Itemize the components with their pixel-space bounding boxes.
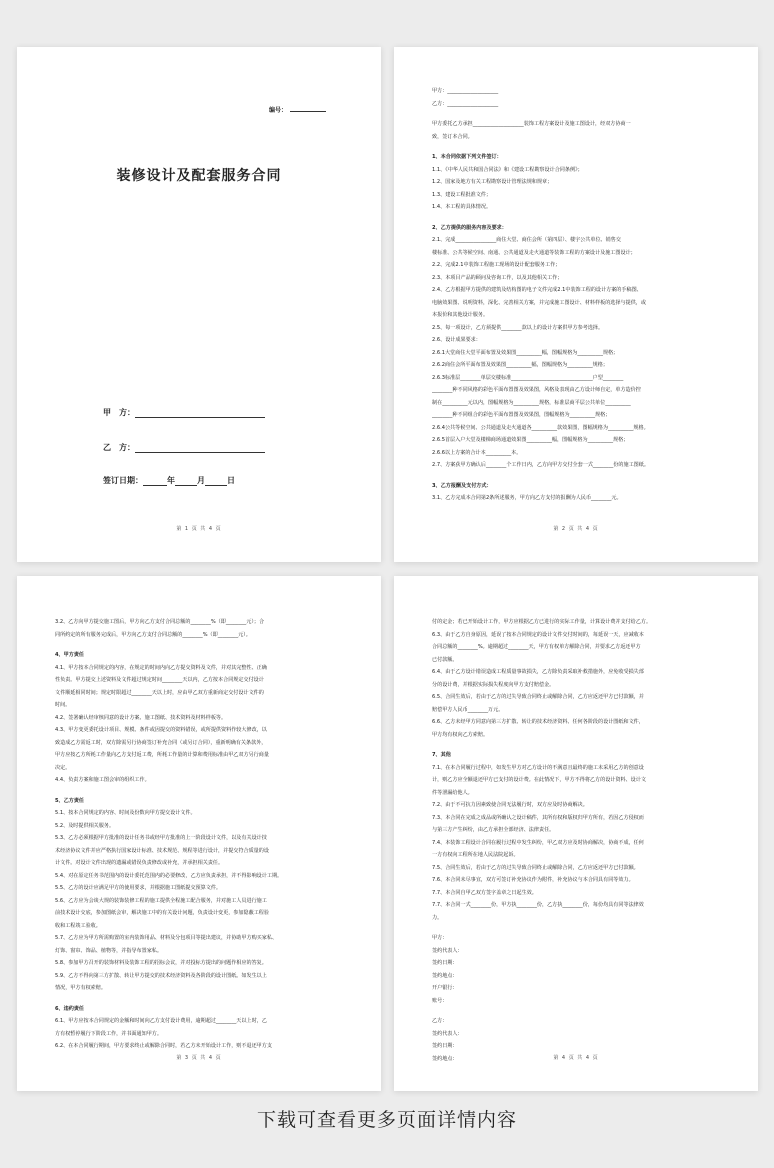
text-line: 6.5、合同生效后，若由于乙方的过失导致合同终止或解除合同，乙方应返还甲方已付款额，并 xyxy=(432,694,644,700)
text-line: 2.7、方案获甲方确认后________个工作日内，乙方向甲方交付全套一式________份的施工图纸。 xyxy=(432,462,649,468)
sign-date-label: 签订日期： xyxy=(103,476,143,485)
text-line: 6.4、由于乙方设计错误造成工程质量事故损失，乙方除负责采取补救措施外，应免收受损失部 xyxy=(432,669,644,675)
section-heading: 1、本合同依据下列文件签订： xyxy=(432,154,502,160)
contract-number-blank xyxy=(290,111,326,112)
page-footer: 第 4 页 共 4 页 xyxy=(553,1055,599,1061)
section-heading: 4、甲方责任 xyxy=(55,652,85,658)
text-line: 7.4、本装饰工程设计合同在履行过程中发生纠纷，甲乙双方应及时协商解决，协商不成，任何 xyxy=(432,839,644,846)
paragraph-gap xyxy=(432,1007,726,1015)
text-line: 致，签订本合同。 xyxy=(432,133,473,140)
text-line: 5.5、乙方的设计应满足甲方的使用要求，并根据施工图纸提交预算文件。 xyxy=(55,885,222,891)
text-line: 5.6、乙方应为会谈大规的装饰装修工程的施工提供全程施工配合服务，并对施工人员进行施工 xyxy=(55,897,267,904)
text-line: 2.6.4公共等候空间、公共通道及走火通道各__________款效果图，图幅规格为__________规格。 xyxy=(432,424,649,431)
text-line: 签约地点： xyxy=(432,972,458,979)
party-b-blank xyxy=(135,444,265,453)
text-line: 付的定金；若已开始设计工作，甲方应根据乙方已进行的实际工作量，计算设计费并支付给乙方。 xyxy=(432,619,652,625)
text-line: 2.6.6以上方案的合计本__________本。 xyxy=(432,449,522,456)
text-line: 5.9、乙方不得向第三方扩散、转让甲方提交的技术经济资料及各阶段的设计图纸。如发生以上 xyxy=(55,972,267,979)
text-line: 7.5、合同生效后，若由于乙方的过失导致合同终止或解除合同，乙方应返还甲方已付款额。 xyxy=(432,864,639,871)
text-line: 6.1、甲方应按本合同规定的金额和时间向乙方支付设计费用，逾期超过________天以上时，乙 xyxy=(55,1018,267,1024)
text-line: 方有权暂停履行下阶段工作，并书面通知甲方。 xyxy=(55,1030,162,1037)
text-line: 2.6.1大堂商住大堂平面布置及效果图__________幅，图幅规格为__________规格； xyxy=(432,349,619,356)
text-line: 1.1、《中华人民共和国合同法》和《建设工程勘察设计合同条例》； xyxy=(432,166,583,173)
text-line: 7.2、由于不可抗力因素致使合同无法履行时，双方应及时协商解决。 xyxy=(432,802,588,808)
text-line: 赔偿甲方人民币________万元。 xyxy=(432,706,504,713)
text-line: 4.1、甲方按本合同规定的内容，在规定的时间内向乙方提交资料及文件，并对其完整性、正确 xyxy=(55,664,267,671)
text-line: 7.1、在本合同履行过程中，如发生甲方对乙方设计的不满意且最终的施工未采用乙方的创意设 xyxy=(432,764,644,771)
page-body xyxy=(432,616,726,1065)
section-heading: 7、其他 xyxy=(432,752,451,758)
contract-page-2 xyxy=(394,47,758,562)
text-line: 6.6、乙方未经甲方同意向第三方扩散、转让的技术经济资料、任何各阶段的设计图纸和文件， xyxy=(432,719,644,725)
text-line: 2.6.2商住会所平面布置及效果图__________幅，图幅规格为__________规格； xyxy=(432,362,608,368)
text-line: 7.3、本合同在完成之成品或所确认之设计稿件，其所有权和版权归甲方所有，若因乙方侵权而 xyxy=(432,814,644,821)
party-a-label: 甲 方： xyxy=(103,408,135,417)
text-line: 2.6、设计成果要求： xyxy=(432,337,481,343)
text-line: 灯饰、窗帘、饰品、植物等，并指导布置家私。 xyxy=(55,947,162,954)
month-blank xyxy=(175,477,197,486)
text-line: 6.3、由于乙方自身原因，延误了按本合同规定的设计文件交付时间的，每延误一天，应减收本 xyxy=(432,631,644,638)
party-b-field xyxy=(103,442,265,453)
text-line: 3.1、乙方完成本合同第2条所述服务，甲方向乙方支付的报酬为人民币________元。 xyxy=(432,495,622,501)
contract-number-label: 编号： xyxy=(268,107,287,114)
text-line: ________种不同组合的彩色平面布置图及效果图，图幅规格为__________规格； xyxy=(432,412,611,418)
day-label: 日 xyxy=(227,476,235,485)
sign-date-field xyxy=(103,475,235,486)
text-line: ________种不同风格的彩色平面布置图及效果图，风格及表现由乙方设计师自定，单方造价控 xyxy=(432,387,641,393)
text-line: 6.2、在本合同履行期间，甲方要求终止或解除合同时，若乙方未开始设计工作，则不退还甲方支 xyxy=(55,1043,272,1049)
text-line: 与第三方产生纠纷，由乙方承担全部经济、法律责任。 xyxy=(432,827,555,833)
text-line: 2.6.3标准层________单层交楼标准________________________________户型________ xyxy=(432,374,624,381)
text-line: 5.4、对在原定任务书范围内的设计委托范围内的必要修改，乙方应负责承担，并不得影响设计工期。 xyxy=(55,872,283,879)
text-line: 合同总额的________%。逾期超过________天，甲方有权单方解除合同，并要求乙方返还甲方 xyxy=(432,644,641,650)
text-line: 情况，甲方有权索赔。 xyxy=(55,985,106,991)
section-heading: 6、违约责任 xyxy=(55,1005,85,1012)
text-line: 开户银行： xyxy=(432,985,458,991)
text-line: 决定。 xyxy=(55,764,71,771)
contract-page-1 xyxy=(17,47,381,562)
text-line: 分的设计费，并根据实际损失程度向甲方支付赔偿金。 xyxy=(432,681,555,688)
text-line: 4.3、甲方变更委托设计项目、规模、条件或因提交的资料错误，或所提供资料作较大修改，以 xyxy=(55,727,267,733)
text-line: 性负责。甲方提交上述资料及文件超过规定时间________天以内，乙方按本合同规定交付设计 xyxy=(55,677,264,683)
paragraph-gap xyxy=(432,472,726,480)
text-line: 甲方均有权向乙方索赔。 xyxy=(432,731,489,738)
text-line: 5.2、及时提供相关服务。 xyxy=(55,822,115,829)
text-line: 2.1、完成________________商住大堂、商住会所（第四层）、楼宇公共单位、销售交 xyxy=(432,237,621,243)
text-line: 文件顺延相同时间；规定时限超过________天以上时，应由甲乙双方重新商定交付设计文件的 xyxy=(55,689,264,696)
text-line: 甲方委托乙方承担____________________装饰工程方案设计及施工图设计，经双方协商一 xyxy=(432,121,631,127)
contract-page-4 xyxy=(394,576,758,1091)
text-line: 本报价和其他设计服务。 xyxy=(432,312,489,318)
text-line: 7.6、本合同未尽事宜，双方可签订补充协议作为附件，补充协议与本合同具有同等效力。 xyxy=(432,877,634,883)
text-line: 2.5、每一项设计，乙方须提供________款以上的设计方案供甲方参考选择。 xyxy=(432,324,604,331)
paragraph-gap xyxy=(432,214,726,222)
text-line: 签约地点： xyxy=(432,1055,458,1062)
contract-page-3 xyxy=(17,576,381,1091)
text-line: 2.2、完成2.1中装饰工程施工现场的设计配套服务工作； xyxy=(432,262,561,268)
text-line: 电脑效果图、说明资料，深化、完善相关方案，并完成施工图设计、材料样板的选择与提供，或 xyxy=(432,299,646,306)
section-heading: 3、乙方报酬及支付方式： xyxy=(432,482,492,489)
text-line: 2.4、乙方根据甲方提供的建筑及结构图的电子文件完成2.1中装饰工程的设计方案的手稿图、 xyxy=(432,287,642,293)
text-line: 件等泄漏给他人。 xyxy=(432,789,473,796)
text-line: 前技术设计交底，参加图纸会审，解决施工中的有关设计问题，负责设计变更，参加隐蔽工程验 xyxy=(55,910,269,916)
paragraph-gap xyxy=(432,741,726,749)
text-line: 计，则乙方应全额退还甲方已支付的设计费。在此情况下，甲方不得将乙方的设计资料、设计文 xyxy=(432,777,646,783)
text-line: 3.2、乙方向甲方提交施工图后，甲方向乙方支付合同总额的________%（即________元）；合 xyxy=(55,619,265,625)
text-line: 甲方应按乙方所耗工作量向乙方支付返工费，所耗工作量的计算和费用标准由甲乙双方另行商量 xyxy=(55,752,269,758)
text-line: 2.3、本项目产品的顾问及咨询工作，以及其他相关工作； xyxy=(432,274,563,281)
page-body xyxy=(432,85,726,505)
month-label: 月 xyxy=(197,476,205,485)
text-line: 1.4、本工程的具体情况。 xyxy=(432,204,492,210)
paragraph-gap xyxy=(55,787,349,795)
contract-number xyxy=(269,105,326,114)
text-line: 5.1、按本合同规定的内容、时间及份数向甲方提交设计文件。 xyxy=(55,810,196,816)
section-heading: 2、乙方提供的服务内容及要求： xyxy=(432,224,507,231)
text-line: 乙方： xyxy=(432,1018,448,1024)
text-line: 1.3、建设工程批准文件； xyxy=(432,191,492,198)
party-b-label: 乙 方： xyxy=(103,443,135,452)
text-line: 签约代表人： xyxy=(432,947,463,954)
text-line: 5.7、乙方应为甲方所需购置的室内装饰用品、材料及分包项目等提出建议，并协助甲方购买家私、 xyxy=(55,935,278,941)
text-line: 制在__________元以内，图幅规格为__________规格，标准层商平层公共单位__________ xyxy=(432,399,631,406)
text-line: 4.4、负责方案和施工图会审的组织工作。 xyxy=(55,777,150,783)
text-line: 2.6.5首层入户大堂及楼梯商场通道效果图__________幅，图幅规格为__________规格； xyxy=(432,437,629,443)
year-blank xyxy=(143,477,167,486)
text-line: 签约日期： xyxy=(432,1043,458,1049)
text-line: 签约日期： xyxy=(432,960,458,966)
text-line: 力。 xyxy=(432,914,443,921)
text-line: 甲方： xyxy=(432,935,448,941)
text-line: 楼标准、公共等候空间、南通、公共通道及走火通道等装饰工程的方案设计及施工图设计； xyxy=(432,249,636,256)
day-blank xyxy=(205,477,227,486)
text-line: 计文件。对设计文件出现的遗漏或错误负责修改或补充，并承担相关责任。 xyxy=(55,860,224,866)
text-line: 术经济协议文件并应严格执行国家设计标准、技术规范、规程等进行设计，并提交符合质量的设 xyxy=(55,847,269,854)
year-label: 年 xyxy=(167,476,175,485)
page-body xyxy=(55,616,349,1053)
text-line: 签约代表人： xyxy=(432,1030,463,1037)
text-line: 时间。 xyxy=(55,702,71,708)
text-line: 1.2、国家及地方有关工程勘察设计管理法规和规章； xyxy=(432,179,553,185)
page-footer: 第 1 页 共 4 页 xyxy=(176,526,222,532)
paragraph-gap xyxy=(432,110,726,118)
text-line: 致造成乙方需返工时，双方除需另行协商签订补充合同（或另订合同），重新明确有关条款外， xyxy=(55,739,267,746)
party-a-blank xyxy=(135,409,265,418)
section-heading: 5、乙方责任 xyxy=(55,797,85,804)
text-line: 乙方：____________________ xyxy=(432,100,499,107)
contract-title: 装修设计及配套服务合同 xyxy=(116,168,282,184)
download-caption: 下载可查看更多页面详情内容 xyxy=(256,1109,517,1131)
paragraph-gap xyxy=(432,143,726,151)
text-line: 5.8、参加甲方召开的装饰材料及装饰工程的招标会议，并对投标方提出的问题作相应的答复。 xyxy=(55,960,267,966)
text-line: 账号： xyxy=(432,997,448,1004)
party-a-field xyxy=(103,407,265,418)
text-line: 收和工程竣工验收。 xyxy=(55,922,101,929)
text-line: 已付款额。 xyxy=(432,656,458,663)
text-line: 甲方：____________________ xyxy=(432,88,499,94)
text-line: 4.2、签署确认经审核同意的设计方案、施工图纸、技术资料及材料样板等。 xyxy=(55,714,227,721)
text-line: 同所约定的所有服务完成后，甲方向乙方支付合同总额的________%（即________元）。 xyxy=(55,631,251,638)
text-line: 7.7、本合同一式________份，甲方执________份，乙方执________份，每份均具有同等法律效 xyxy=(432,902,644,908)
page-footer: 第 3 页 共 4 页 xyxy=(176,1055,222,1061)
page-footer: 第 2 页 共 4 页 xyxy=(553,526,599,532)
paragraph-gap xyxy=(55,641,349,649)
text-line: 一方有权向工程所在地人民法院起诉。 xyxy=(432,852,519,858)
paragraph-gap xyxy=(432,924,726,932)
text-line: 5.3、乙方必须根据甲方批准的设计任务书或经甲方批准的上一阶段设计文件，以及有关设计技 xyxy=(55,835,267,841)
paragraph-gap xyxy=(55,995,349,1003)
text-line: 7.7、本合同自甲乙双方签字盖章之日起生效。 xyxy=(432,889,537,896)
